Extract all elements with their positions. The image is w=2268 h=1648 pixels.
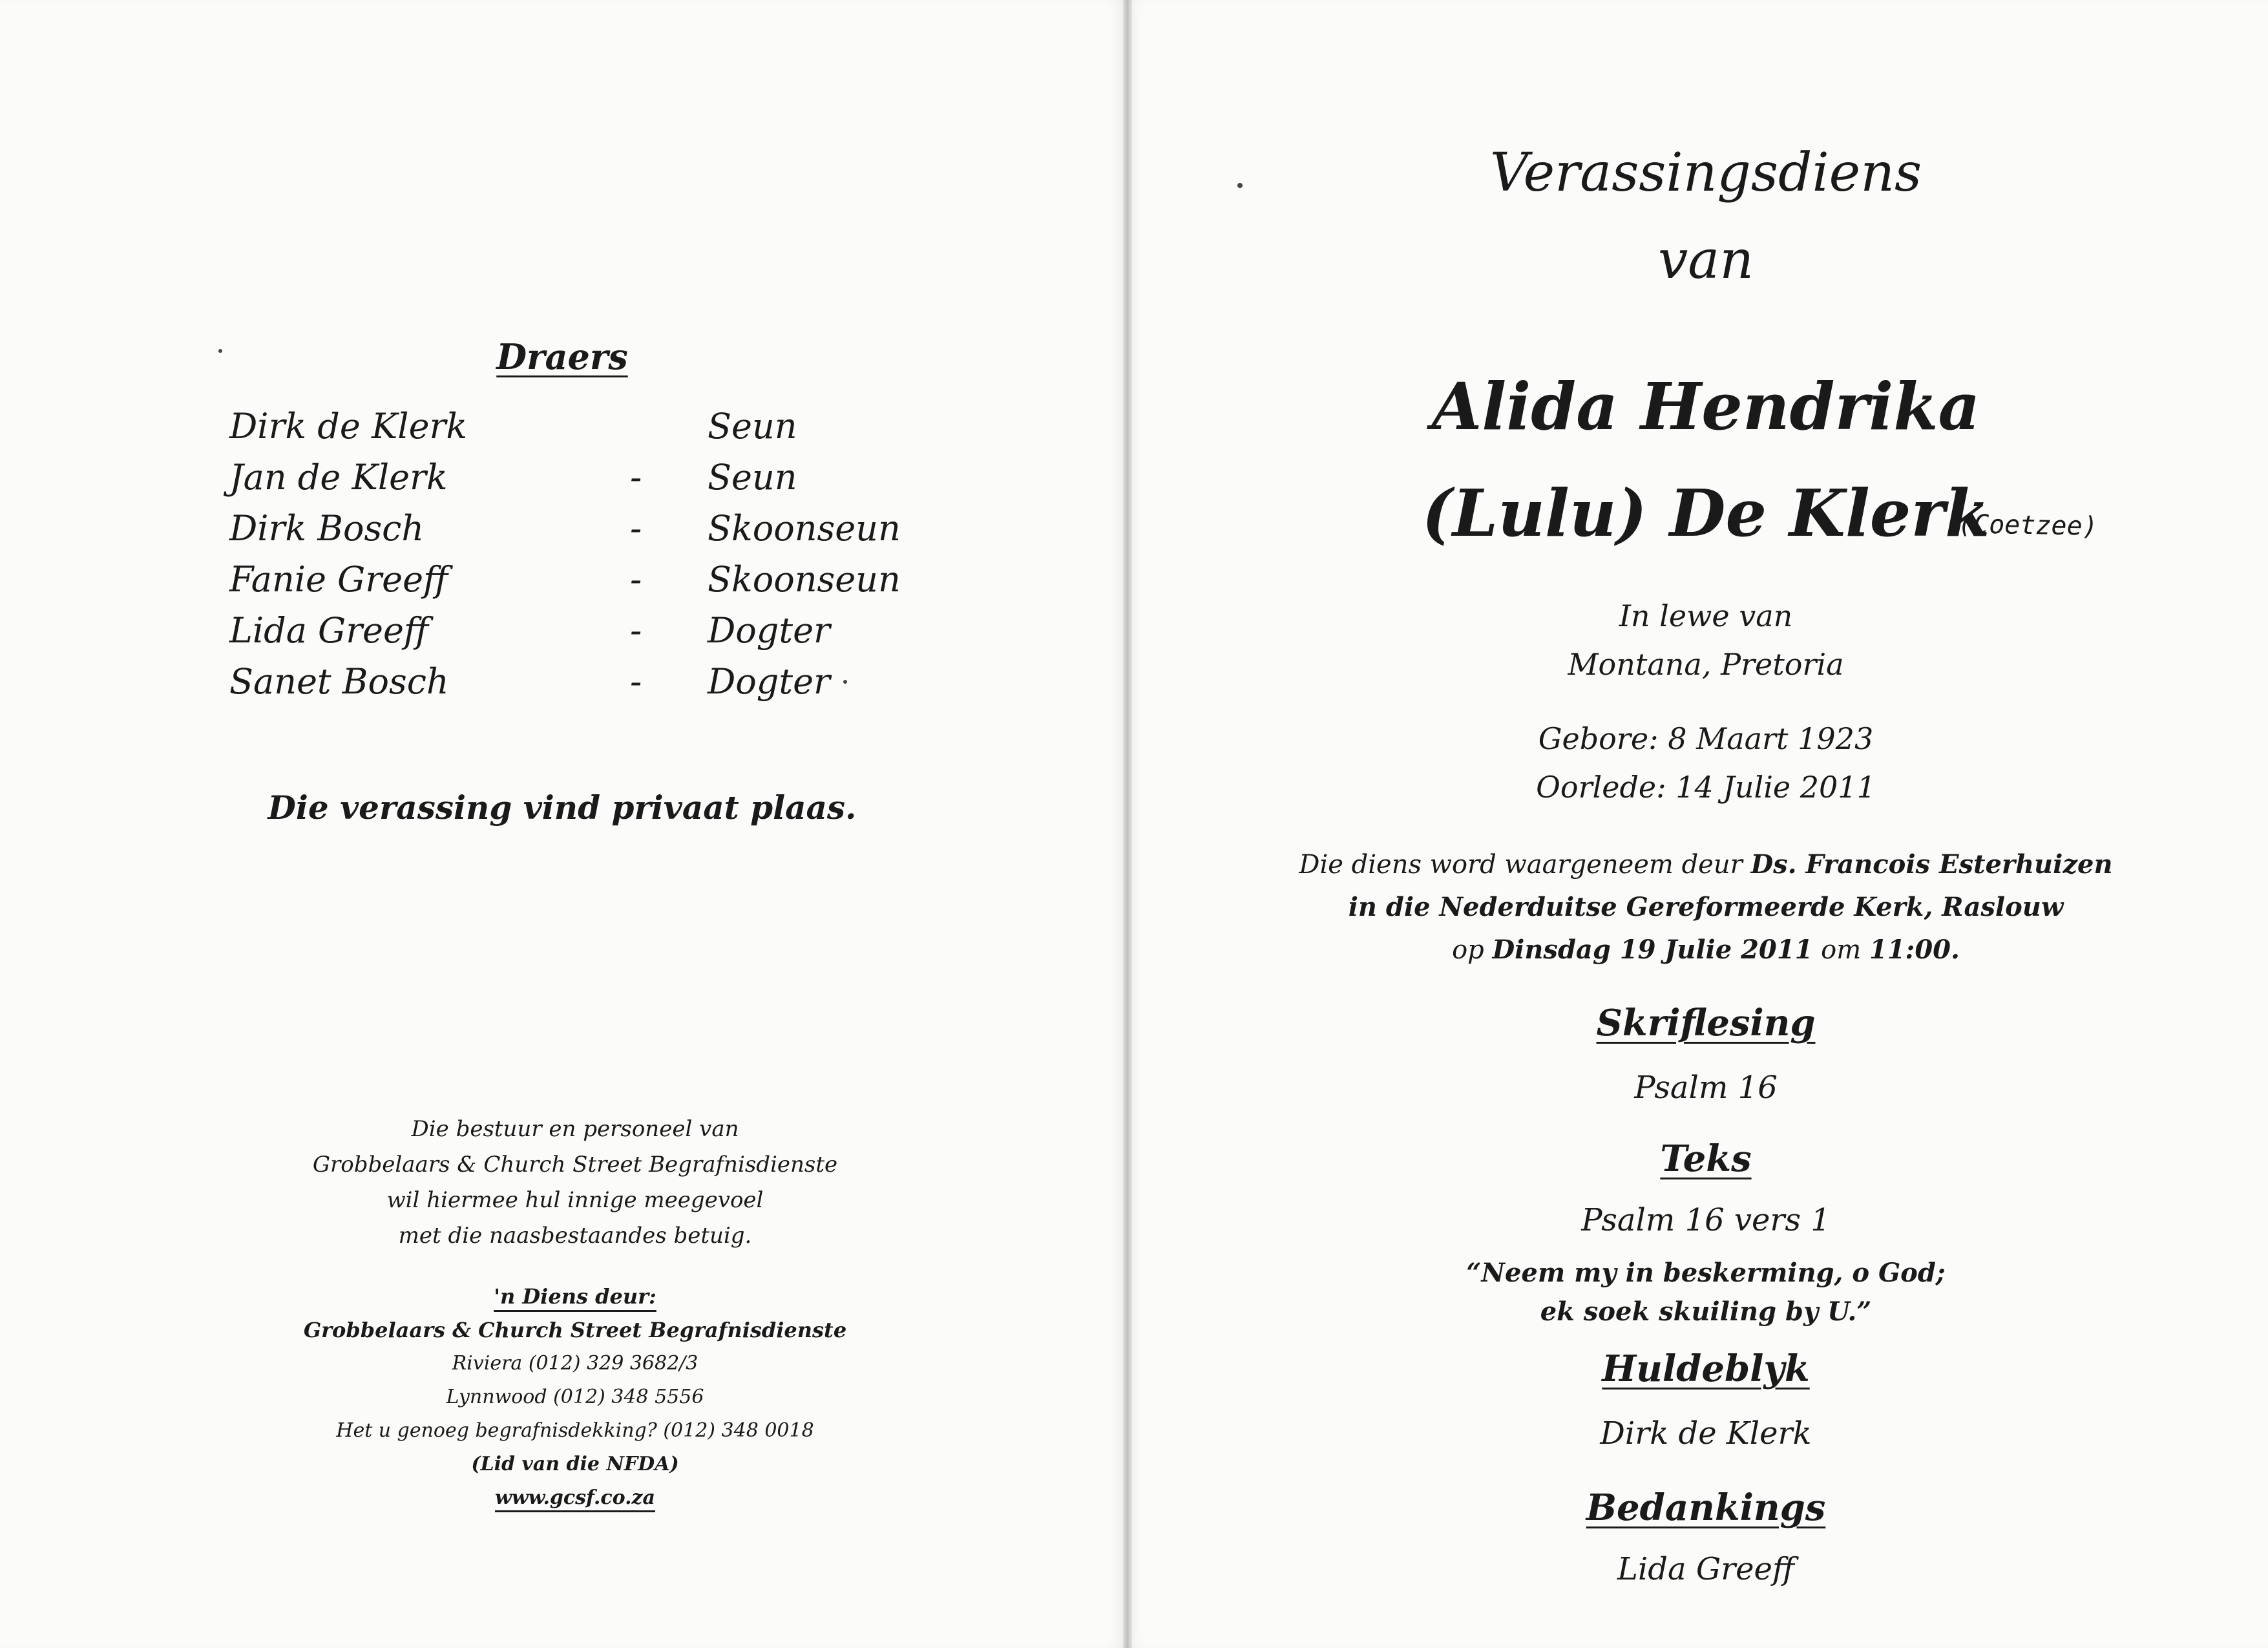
firm-lynnwood-phone: Lynnwood (012) 348 5556 — [446, 1386, 704, 1408]
notice-line: Die bestuur en personeel van — [411, 1116, 739, 1142]
firm-riviera-phone: Riviera (012) 329 3682/3 — [452, 1352, 698, 1375]
in-lewe-van: In lewe van — [1619, 598, 1793, 633]
bearer-role: Skoonseun — [708, 559, 901, 600]
bearer-role: Skoonseun — [708, 508, 901, 549]
notice-line: met die naasbestaandes betuig. — [398, 1223, 752, 1249]
bearer-dash: - — [630, 661, 642, 702]
scan-speck — [1237, 183, 1243, 188]
firm-website-link[interactable]: www.gcsf.co.za — [495, 1486, 655, 1509]
firm-heading: 'n Diens deur: — [494, 1284, 656, 1309]
bearer-name: Lida Greeff — [229, 610, 429, 651]
teks-quote — [1305, 1254, 2106, 1331]
service-officiant-line — [1228, 843, 2184, 886]
notice-line: wil hiermee hul innige meegevoel — [386, 1187, 764, 1213]
deceased-name-line1: Alida Hendrika — [1431, 368, 1980, 445]
scan-speck — [843, 680, 847, 684]
officiant-prefix: Die diens word waargeneem deur — [1299, 850, 1751, 880]
service-details — [1228, 843, 2184, 971]
residence: Montana, Pretoria — [1568, 647, 1844, 682]
bearer-dash: - — [630, 610, 642, 651]
skriflesing-heading: Skriflesing — [1596, 1002, 1816, 1044]
firm-cover-phone: Het u genoeg begrafnisdekking? (012) 348 0018 — [336, 1419, 814, 1442]
funeral-home-info — [271, 1280, 879, 1515]
firm-nfda: (Lid van die NFDA) — [471, 1453, 679, 1475]
date-prefix: op — [1452, 935, 1493, 965]
bearer-row — [229, 401, 908, 452]
bearer-dash: - — [630, 457, 642, 498]
quote-line: ek soek skuiling by U.” — [1540, 1296, 1872, 1327]
bedankings-speaker: Lida Greeff — [1617, 1551, 1794, 1587]
bearer-name: Dirk Bosch — [229, 508, 425, 549]
bearer-role: Dogter — [708, 661, 830, 702]
service-church: in die Nederduitse Gereformeerde Kerk, Raslouw — [1348, 892, 2064, 922]
notice-line: Grobbelaars & Church Street Begrafnisdienste — [312, 1152, 838, 1178]
bearer-name: Fanie Greeff — [229, 559, 448, 600]
bearer-row — [229, 554, 908, 605]
quote-line: “Neem my in beskerming, o God; — [1466, 1258, 1946, 1288]
center-fold — [1123, 0, 1132, 1648]
condolence-notice — [271, 1112, 879, 1254]
bedankings-heading: Bedankings — [1586, 1486, 1826, 1529]
birth-date: Gebore: 8 Maart 1923 — [1538, 721, 1874, 756]
bearers-list — [229, 401, 908, 707]
bearer-role: Seun — [708, 457, 797, 498]
service-time: 11:00. — [1869, 935, 1960, 965]
bearer-name: Jan de Klerk — [229, 457, 448, 498]
handwritten-maiden-name: (Coetzee) — [1957, 509, 2099, 542]
draers-heading: Draers — [496, 336, 628, 377]
bearer-row — [229, 656, 908, 707]
scan-speck — [218, 349, 222, 353]
bearer-row — [229, 605, 908, 656]
huldeblyk-speaker: Dirk de Klerk — [1600, 1415, 1812, 1452]
bearer-role: Dogter — [708, 610, 830, 651]
bearer-name: Dirk de Klerk — [229, 406, 468, 447]
service-date: Dinsdag 19 Julie 2011 — [1492, 935, 1813, 965]
service-title: Verassingsdiens — [1489, 142, 1922, 204]
private-cremation-note: Die verassing vind privaat plaas. — [268, 788, 857, 827]
time-prefix: om — [1812, 935, 1869, 965]
death-date: Oorlede: 14 Julie 2011 — [1536, 770, 1876, 805]
deceased-name-line2: (Lulu) De Klerk — [1422, 475, 1990, 551]
bearer-name: Sanet Bosch — [229, 661, 449, 702]
firm-name: Grobbelaars & Church Street Begrafnisdienste — [303, 1318, 847, 1342]
service-date-line — [1228, 929, 2184, 971]
bearer-row — [229, 452, 908, 503]
huldeblyk-heading: Huldeblyk — [1602, 1347, 1810, 1390]
officiant-name: Ds. Francois Esterhuizen — [1750, 849, 2113, 880]
teks-reference: Psalm 16 vers 1 — [1581, 1202, 1831, 1238]
skriflesing-reading: Psalm 16 — [1634, 1070, 1778, 1106]
bearer-row — [229, 503, 908, 554]
teks-heading: Teks — [1660, 1137, 1752, 1180]
bearer-dash: - — [630, 559, 642, 600]
bearer-dash: - — [630, 508, 642, 549]
service-van: van — [1657, 229, 1754, 291]
bearer-role: Seun — [708, 406, 797, 447]
